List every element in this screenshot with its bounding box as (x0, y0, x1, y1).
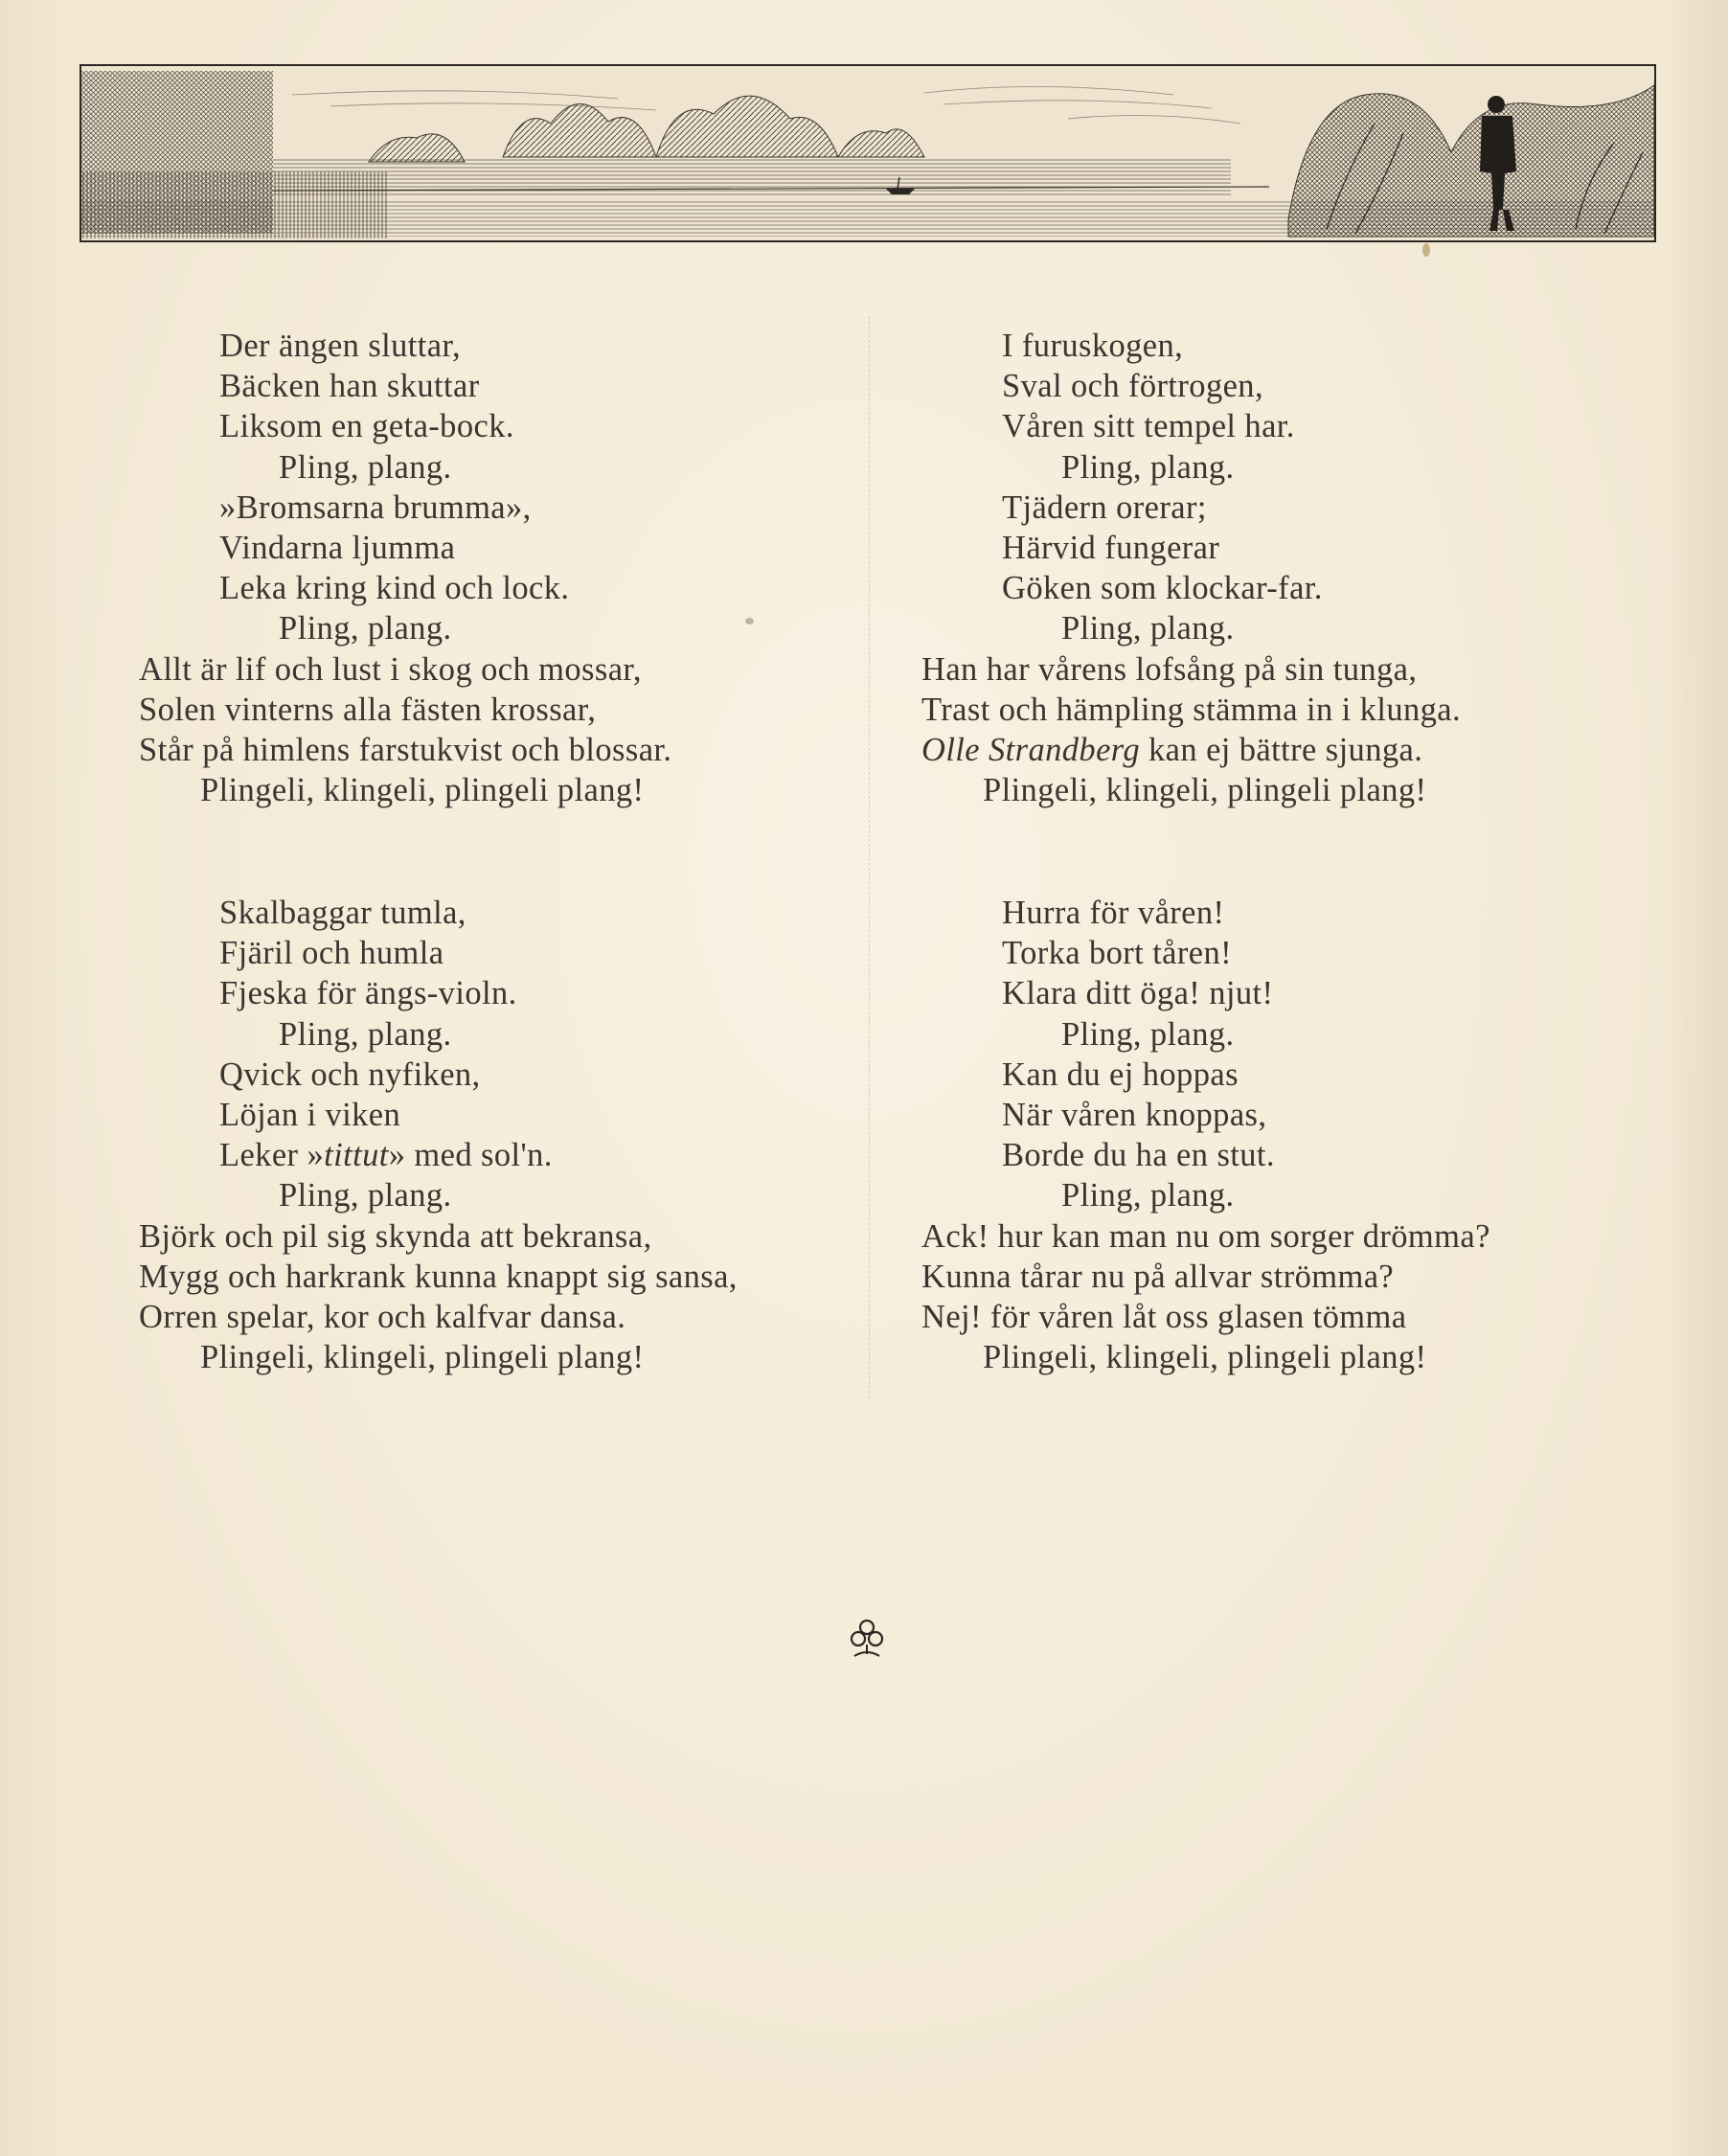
verse-line: Orren spelar, kor och kalfvar dansa. (139, 1298, 626, 1335)
stanza-2 (921, 326, 1461, 810)
verse-line: Pling, plang. (1061, 1015, 1235, 1053)
verse-line: Löjan i viken (219, 1096, 401, 1133)
verse-line: Skalbaggar tumla, (219, 895, 466, 931)
verse-line: Vindarna ljumma (219, 529, 456, 566)
verse-line: Han har vårens lofsång på sin tunga, (921, 650, 1418, 688)
verse-line: Göken som klockar-far. (1002, 570, 1323, 607)
verse-line: Liksom en geta-bock. (219, 408, 514, 445)
verse-line: Trast och hämpling stämma in i klunga. (921, 691, 1462, 728)
column-divider (869, 316, 870, 1398)
verse-line: Pling, plang. (279, 610, 452, 647)
verse-line: Ack! hur kan man nu om sorger drömma? (921, 1217, 1490, 1255)
landscape-engraving-icon (81, 66, 1654, 240)
italic-word: tittut (324, 1137, 389, 1174)
paper-speck (745, 618, 754, 624)
verse-line: Härvid fungerar (1002, 529, 1220, 566)
verse-line: Der ängen sluttar, (219, 328, 462, 364)
verse-line: Pling, plang. (1061, 448, 1235, 486)
verse-line: Qvick och nyfiken, (219, 1055, 481, 1093)
verse-line: Leker »tittut» med sol'n. (219, 1137, 553, 1174)
verse-line: Torka bort tåren! (1002, 935, 1233, 972)
verse-line: Plingeli, klingeli, plingeli plang! (200, 772, 645, 809)
verse-line: Bäcken han skuttar (219, 368, 480, 405)
verse-line: Solen vinterns alla fästen krossar, (139, 691, 597, 728)
verse-line: I furuskogen, (1002, 328, 1184, 364)
verse-line: Mygg och harkrank kunna knappt sig sansa, (139, 1258, 738, 1295)
verse-line: Nej! för våren låt oss glasen tömma (921, 1298, 1407, 1335)
verse-line: Plingeli, klingeli, plingeli plang! (983, 772, 1427, 809)
verse-line: Kunna tårar nu på allvar strömma? (921, 1258, 1395, 1295)
verse-line: Pling, plang. (279, 448, 452, 486)
verse-line: Tjädern orerar; (1002, 488, 1207, 526)
verse-line: Pling, plang. (279, 1177, 452, 1214)
stanza-3 (139, 893, 738, 1377)
verse-line: Hurra för våren! (1002, 895, 1225, 931)
verse-line: Borde du ha en stut. (1002, 1137, 1275, 1174)
verse-line: Fjäril och humla (219, 935, 444, 972)
italic-name: Olle Strandberg (921, 731, 1140, 768)
clover-ornament-icon (843, 1616, 891, 1664)
verse-line: Kan du ej hoppas (1002, 1055, 1239, 1093)
verse-line: Våren sitt tempel har. (1002, 408, 1295, 445)
verse-line: Klara ditt öga! njut! (1002, 975, 1274, 1012)
verse-line: Plingeli, klingeli, plingeli plang! (200, 1339, 645, 1376)
verse-line: Står på himlens farstukvist och blossar. (139, 731, 672, 768)
verse-line: Plingeli, klingeli, plingeli plang! (983, 1339, 1427, 1376)
verse-line: Pling, plang. (279, 1015, 452, 1053)
verse-line: Fjeska för ängs-violn. (219, 975, 517, 1012)
verse-line: Sval och förtrogen, (1002, 368, 1263, 405)
paper-stain (1422, 243, 1430, 257)
verse-line: Allt är lif och lust i skog och mossar, (139, 650, 642, 688)
stanza-1 (139, 326, 671, 810)
verse-line: Pling, plang. (1061, 610, 1235, 647)
verse-line: Pling, plang. (1061, 1177, 1235, 1214)
verse-line: »Bromsarna brumma», (219, 488, 532, 526)
verse-line: När våren knoppas, (1002, 1096, 1267, 1133)
stanza-4 (921, 893, 1490, 1377)
verse-line: Björk och pil sig skynda att bekransa, (139, 1217, 652, 1255)
verse-line: Olle Strandberg kan ej bättre sjunga. (921, 731, 1423, 768)
verse-line: Leka kring kind och lock. (219, 570, 570, 607)
landscape-illustration (80, 64, 1656, 242)
